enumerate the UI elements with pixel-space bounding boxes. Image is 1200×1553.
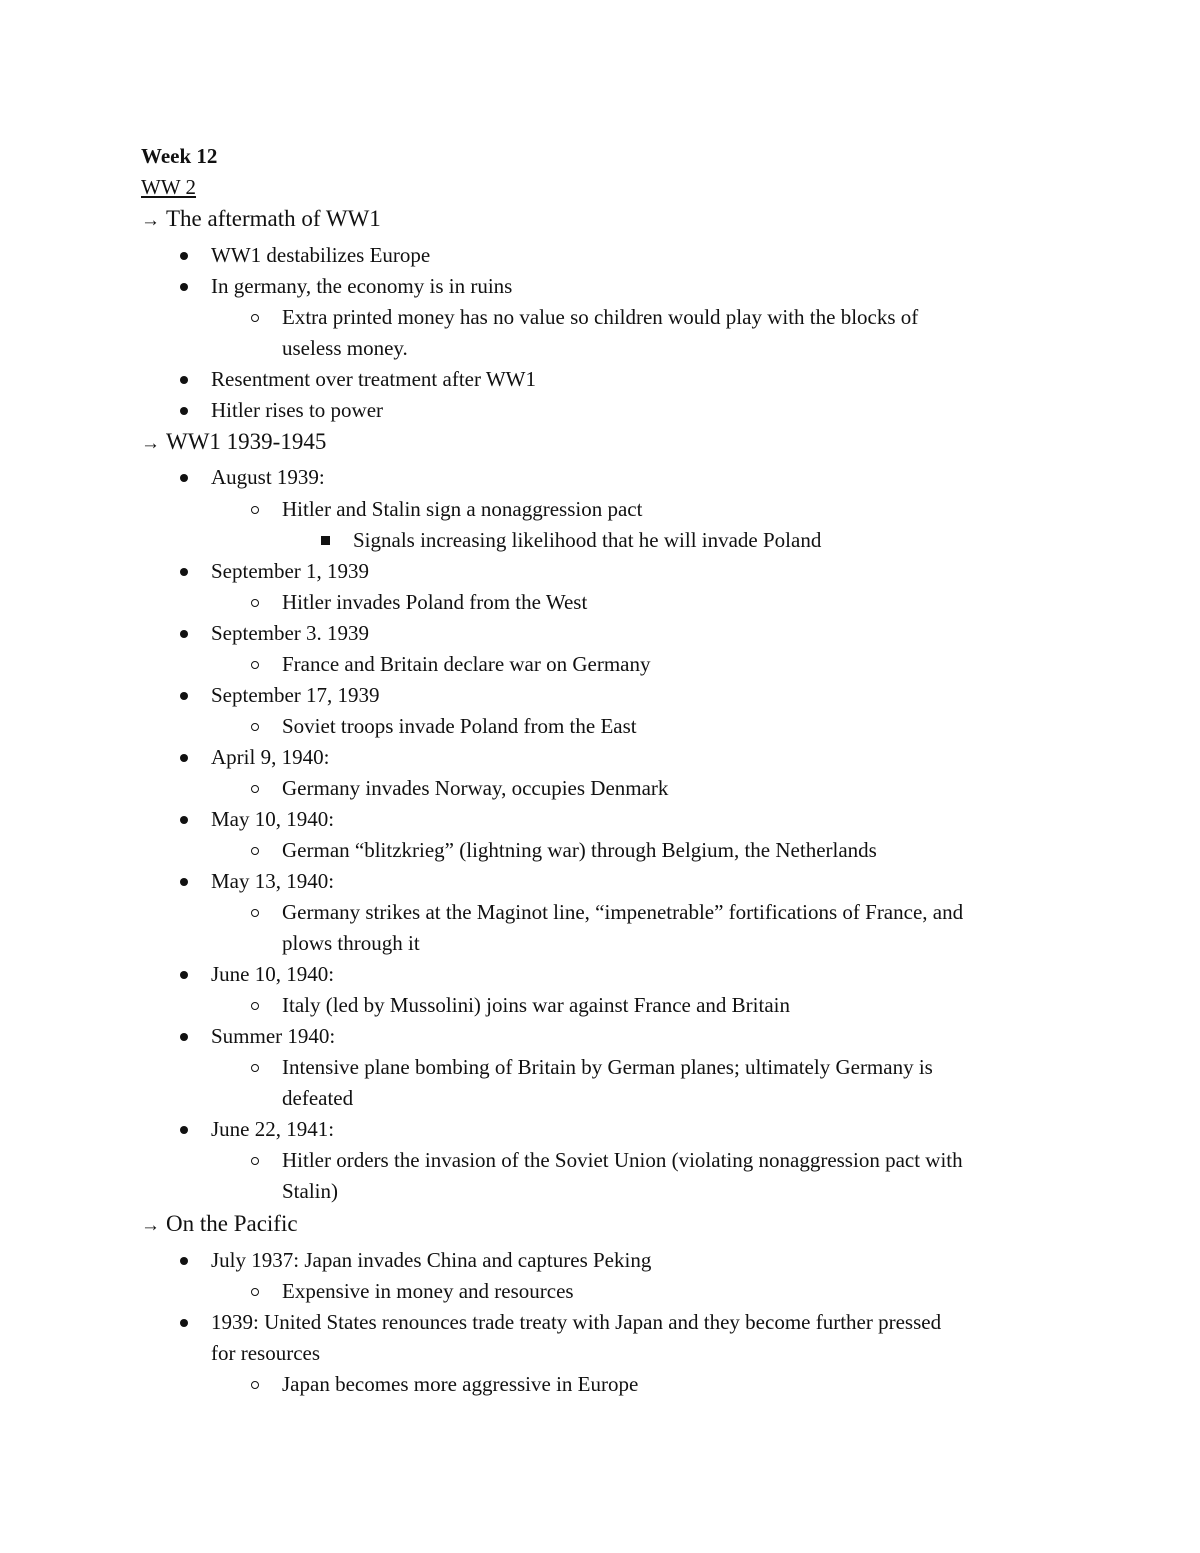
bullet-disc-icon <box>180 692 188 700</box>
page-title: Week 12 <box>141 144 218 168</box>
list-item: France and Britain declare war on Germany <box>282 652 651 676</box>
bullet-disc-icon <box>180 754 188 762</box>
list-item-continuation: defeated <box>282 1086 354 1110</box>
bullet-square-icon <box>321 536 330 545</box>
list-item: Summer 1940: <box>211 1024 336 1048</box>
list-item: July 1937: Japan invades China and captures Peking <box>211 1248 652 1272</box>
list-item: Soviet troops invade Poland from the East <box>282 714 637 738</box>
bullet-circle-icon <box>251 847 259 855</box>
arrow-icon: → <box>141 1215 160 1236</box>
list-item: June 22, 1941: <box>211 1117 335 1141</box>
bullet-disc-icon <box>180 630 188 638</box>
list-item: Japan becomes more aggressive in Europe <box>282 1372 639 1396</box>
bullet-circle-icon <box>251 909 259 917</box>
bullet-disc-icon <box>180 878 188 886</box>
list-item: 1939: United States renounces trade treaty with Japan and they become further pressed <box>211 1310 942 1334</box>
bullet-circle-icon <box>251 785 259 793</box>
list-item: Germany strikes at the Maginot line, “impenetrable” fortifications of France, and <box>282 900 964 924</box>
bullet-disc-icon <box>180 283 188 291</box>
list-item: September 17, 1939 <box>211 683 380 707</box>
bullet-circle-icon <box>251 506 259 514</box>
list-item: Hitler and Stalin sign a nonaggression pact <box>282 497 643 521</box>
list-item: Italy (led by Mussolini) joins war against France and Britain <box>282 993 790 1017</box>
list-item: Hitler invades Poland from the West <box>282 590 588 614</box>
section-heading-text: The aftermath of WW1 <box>166 206 381 231</box>
list-item: Hitler rises to power <box>211 398 384 422</box>
list-item: In germany, the economy is in ruins <box>211 274 513 298</box>
bullet-disc-icon <box>180 1319 188 1327</box>
list-item-continuation: for resources <box>211 1341 321 1365</box>
bullet-disc-icon <box>180 252 188 260</box>
list-item: August 1939: <box>211 465 325 489</box>
bullet-disc-icon <box>180 1033 188 1041</box>
bullet-disc-icon <box>180 376 188 384</box>
page-subtitle: WW 2 <box>141 175 197 199</box>
list-item: Hitler orders the invasion of the Soviet Union (violating nonaggression pact with <box>282 1148 963 1172</box>
section-heading-text: WW1 1939-1945 <box>166 429 327 454</box>
bullet-circle-icon <box>251 1157 259 1165</box>
list-item: September 3. 1939 <box>211 621 370 645</box>
bullet-disc-icon <box>180 474 188 482</box>
bullet-disc-icon <box>180 1257 188 1265</box>
section-heading <box>141 426 326 459</box>
bullet-disc-icon <box>180 568 188 576</box>
list-item: Resentment over treatment after WW1 <box>211 367 536 391</box>
section-heading-text: On the Pacific <box>166 1211 298 1236</box>
bullet-disc-icon <box>180 407 188 415</box>
list-item: June 10, 1940: <box>211 962 335 986</box>
list-item: May 13, 1940: <box>211 869 335 893</box>
list-item: Extra printed money has no value so children would play with the blocks of <box>282 305 919 329</box>
list-item: Expensive in money and resources <box>282 1279 574 1303</box>
list-item: Germany invades Norway, occupies Denmark <box>282 776 669 800</box>
bullet-circle-icon <box>251 1002 259 1010</box>
list-item-continuation: useless money. <box>282 336 408 360</box>
bullet-disc-icon <box>180 971 188 979</box>
arrow-icon: → <box>141 433 160 454</box>
bullet-disc-icon <box>180 816 188 824</box>
list-item-continuation: plows through it <box>282 931 420 955</box>
bullet-circle-icon <box>251 599 259 607</box>
list-item: September 1, 1939 <box>211 559 370 583</box>
list-item: German “blitzkrieg” (lightning war) through Belgium, the Netherlands <box>282 838 877 862</box>
list-item: April 9, 1940: <box>211 745 330 769</box>
bullet-circle-icon <box>251 314 259 322</box>
bullet-disc-icon <box>180 1126 188 1134</box>
arrow-icon: → <box>141 210 160 231</box>
list-item: Signals increasing likelihood that he will invade Poland <box>353 528 822 552</box>
bullet-circle-icon <box>251 661 259 669</box>
bullet-circle-icon <box>251 1288 259 1296</box>
section-heading <box>141 1208 298 1241</box>
bullet-circle-icon <box>251 1381 259 1389</box>
list-item-continuation: Stalin) <box>282 1179 338 1203</box>
section-heading <box>141 203 381 236</box>
bullet-circle-icon <box>251 723 259 731</box>
list-item: Intensive plane bombing of Britain by German planes; ultimately Germany is <box>282 1055 933 1079</box>
list-item: WW1 destabilizes Europe <box>211 243 431 267</box>
bullet-circle-icon <box>251 1064 259 1072</box>
list-item: May 10, 1940: <box>211 807 335 831</box>
